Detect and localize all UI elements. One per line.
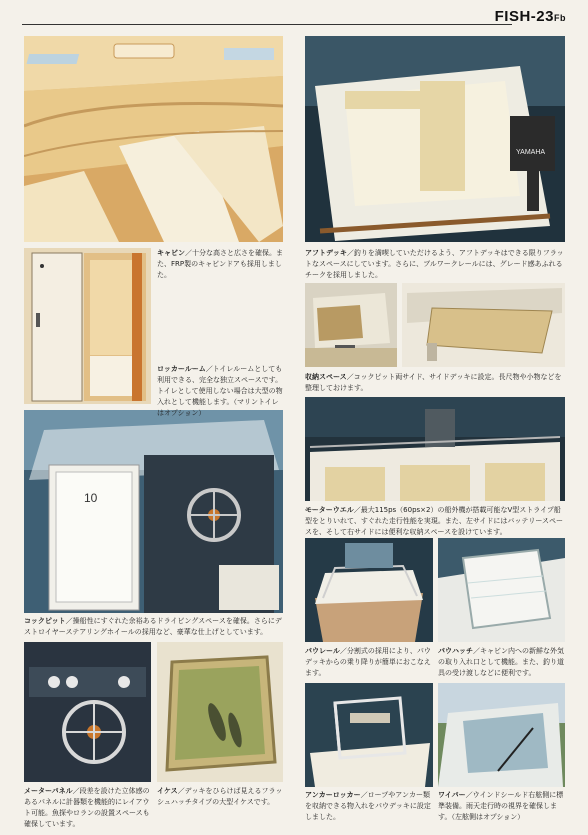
wiper-image xyxy=(438,683,565,787)
caption-cockpit-text: ／操船性にすぐれた余裕あるドライビングスペースを確保。さらにデストロイヤーステアリングホイールの採用など、豪華な仕上げとしています。 xyxy=(24,617,282,636)
caption-cabin-title: キャビン xyxy=(157,249,185,257)
caption-bow-rail-text: ／分割式の採用により、パウデッキからの乗り降りが簡単におこなえます。 xyxy=(305,647,431,677)
caption-wiper-title: ワイパー xyxy=(438,791,466,799)
caption-wiper xyxy=(438,790,566,823)
caption-live-well-title: イケス xyxy=(157,787,178,795)
photo-meter-panel xyxy=(24,642,151,782)
caption-aft-deck-text: ／釣りを満喫していただけるよう、アフトデッキはできる限りフラットなスペースにしています。さらに、ブルワークレールには、グレード感あふれるチークを採用しました。 xyxy=(305,249,564,279)
caption-storage xyxy=(305,372,567,394)
photo-storage-right xyxy=(402,283,565,367)
caption-locker xyxy=(157,364,285,419)
photo-live-well xyxy=(157,642,283,782)
storage-right-image xyxy=(402,283,565,367)
caption-bow-hatch-text: ／キャビン内への新鮮な外気の取り入れ口として機能。また、釣り道具の受け渡しなどに便利です。 xyxy=(438,647,564,677)
brand-suffix: Fb xyxy=(554,13,566,23)
header-rule xyxy=(22,24,512,25)
caption-anchor-locker-text: ／ロープやアンカー類を収納できる物入れをパウデッキに設定しました。 xyxy=(305,791,431,821)
photo-cockpit xyxy=(24,410,283,613)
cockpit-image xyxy=(24,410,283,613)
photo-bow-rail xyxy=(305,538,433,642)
caption-bow-rail xyxy=(305,646,433,679)
caption-cockpit-title: コックピット xyxy=(24,617,66,625)
caption-live-well-text: ／デッキをひらけば見えるフラッシュハッチタイプの大型イケスです。 xyxy=(157,787,283,806)
caption-aft-deck xyxy=(305,248,567,281)
caption-motor-well xyxy=(305,505,567,538)
live-well-image xyxy=(157,642,283,782)
caption-anchor-locker-title: アンカーロッカー xyxy=(305,791,361,799)
caption-locker-text: ／トイレルームとしても利用できる、完全な独立スペースです。トイレとして使用しない場合は大型の物入れとして機能します。（マリントイレはオプション） xyxy=(157,365,283,417)
caption-storage-text: ／コックピット両サイド、サイドデッキに設定。長尺物や小物などを整理しておけます。 xyxy=(305,373,562,392)
caption-motor-well-title: モーターウエル xyxy=(305,506,354,514)
caption-bow-rail-title: パウレール xyxy=(305,647,340,655)
motor-well-image xyxy=(305,397,565,501)
bow-rail-image xyxy=(305,538,433,642)
photo-locker xyxy=(24,248,151,404)
caption-aft-deck-title: アフトデッキ xyxy=(305,249,347,257)
caption-locker-title: ロッカールーム xyxy=(157,365,206,373)
caption-cabin xyxy=(157,248,285,281)
anchor-locker-image xyxy=(305,683,433,787)
brand-text: FISH-23 xyxy=(494,8,554,25)
caption-anchor-locker xyxy=(305,790,433,823)
caption-storage-title: 収納スペース xyxy=(305,373,347,381)
cockpit-door-label: 10 xyxy=(84,491,98,505)
photo-wiper xyxy=(438,683,565,787)
cabin-image xyxy=(24,36,283,242)
photo-storage-left xyxy=(305,283,397,367)
photo-bow-hatch xyxy=(438,538,565,642)
meter-panel-image xyxy=(24,642,151,782)
photo-aft-deck xyxy=(305,36,565,242)
caption-meter-panel-text: ／段差を設けた立体感のあるパネルに計器類を機能的にレイアウト可能。魚探やロランの設置スペースも確保しています。 xyxy=(24,787,150,828)
caption-meter-panel xyxy=(24,786,151,830)
caption-live-well xyxy=(157,786,285,808)
photo-cabin xyxy=(24,36,283,242)
caption-cabin-text: ／十分な高さと広さを確保。また、FRP製のキャビンドアも採用しました。 xyxy=(157,249,283,279)
caption-wiper-text: ／ウインドシールド右舷側に標準装備。雨天走行時の視界を確保します。（左舷側はオプション） xyxy=(438,791,564,821)
photo-anchor-locker xyxy=(305,683,433,787)
photo-motor-well xyxy=(305,397,565,501)
caption-bow-hatch-title: パウハッチ xyxy=(438,647,473,655)
bow-hatch-image xyxy=(438,538,565,642)
storage-left-image xyxy=(305,283,397,367)
caption-cockpit xyxy=(24,616,284,638)
locker-image xyxy=(24,248,151,404)
aft-deck-image xyxy=(305,36,565,242)
caption-meter-panel-title: メーターパネル xyxy=(24,787,73,795)
brand-title xyxy=(495,8,566,25)
caption-motor-well-text: ／最大115ps（60ps×2）の船外機が搭載可能なV型ストライプ船型をとりいれて、すぐれた走行性能を実現。また、左サイドにはバッテリースペースを、そして右サイドには便利な収納スペースを設けています。 xyxy=(305,506,564,536)
motor-brand-text: YAMAHA xyxy=(516,149,546,156)
caption-bow-hatch xyxy=(438,646,566,679)
